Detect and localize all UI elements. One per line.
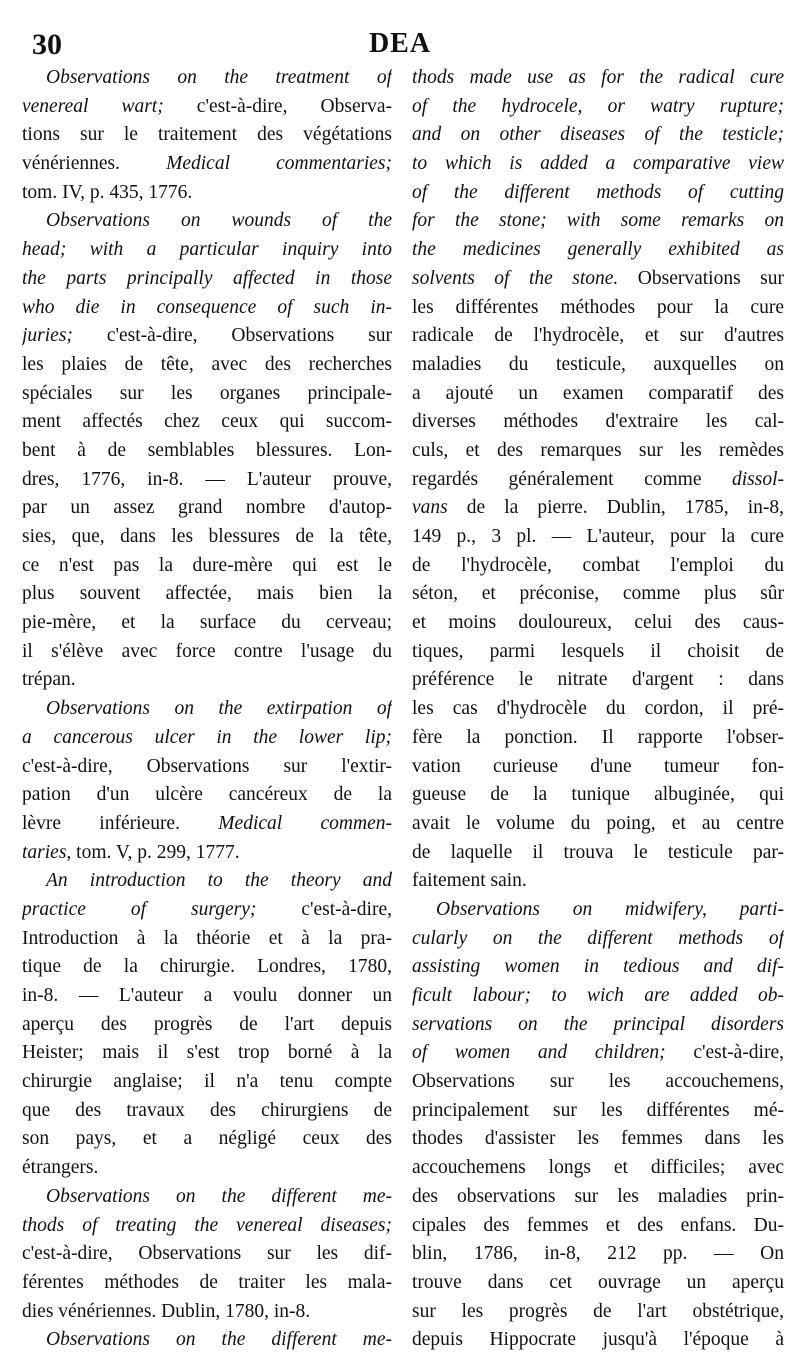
- text-line: Observations on the different me-: [46, 1185, 392, 1207]
- text-line: c'est-à-dire, Observations sur l'extir-: [22, 755, 392, 777]
- text-line: head; with a particular inquiry into: [22, 239, 392, 261]
- text-line: servations on the principal disorders: [412, 1013, 784, 1035]
- text-line: bent à de semblables blessures. Lon-: [22, 439, 392, 461]
- text-line: sur les progrès de l'art obstétrique,: [412, 1300, 784, 1322]
- text-line: the parts principally affected in those: [22, 267, 392, 289]
- text-line: les cas d'hydrocèle du cordon, il pré-: [412, 698, 784, 720]
- text-line: tom. IV, p. 435, 1776.: [22, 181, 193, 203]
- text-line: sies, que, dans les blessures de la tête,: [22, 526, 392, 547]
- text-line: Observations sur les accouchemens,: [412, 1071, 784, 1093]
- text-line: maladies du testicule, auxquelles on: [412, 353, 784, 375]
- running-head: DEA: [368, 28, 432, 59]
- text-line: of the different methods of cutting: [412, 181, 784, 203]
- text-line: of the hydrocele, or watry rupture;: [412, 95, 784, 117]
- text-line: vation curieuse d'une tumeur fon-: [412, 755, 784, 777]
- text-line: a ajouté un examen comparatif des: [412, 382, 784, 404]
- page-number: 30: [32, 28, 62, 61]
- text-line: assisting women in tedious and dif-: [412, 956, 784, 978]
- text-line: thods of treating the venereal diseases;: [22, 1214, 392, 1236]
- text-line: accouchemens longs et difficiles; avec: [412, 1157, 784, 1179]
- text-line: que des travaux des chirurgiens de: [22, 1099, 392, 1121]
- text-line: faitement sain.: [412, 870, 527, 892]
- text-line: cularly on the different methods of: [412, 927, 784, 949]
- text-line: venereal wart; c'est-à-dire, Observa-: [22, 95, 392, 117]
- text-line: Observations on the extirpation of: [46, 698, 392, 720]
- page-header: [30, 28, 770, 68]
- text-line: Heister; mais il s'est trop borné à la: [22, 1042, 392, 1064]
- text-line: cipales des femmes et des enfans. Du-: [412, 1214, 784, 1236]
- text-line: gueuse de la tunique albuginée, qui: [412, 784, 784, 806]
- text-line: Introduction à la théorie et à la pra-: [22, 927, 392, 949]
- text-line: Observations on the different me-: [46, 1329, 392, 1351]
- text-line: séton, et préconise, comme plus sûr: [412, 583, 784, 605]
- text-line: de laquelle il trouva le testicule par-: [412, 841, 784, 863]
- text-line: pie-mère, et la surface du cerveau;: [22, 612, 392, 634]
- text-line: taries, tom. V, p. 299, 1777.: [22, 841, 240, 863]
- text-line: pation d'un ulcère cancéreux de la: [22, 784, 392, 806]
- text-line: An introduction to the theory and: [46, 870, 392, 892]
- text-line: Observations on midwifery, parti-: [436, 898, 784, 920]
- text-line: tions sur le traitement des végétations: [22, 124, 392, 146]
- text-line: thodes d'assister les femmes dans les: [412, 1128, 784, 1150]
- text-line: c'est-à-dire, Observations sur les dif-: [22, 1243, 392, 1265]
- text-line: avait le volume du poing, et au centre: [412, 812, 784, 834]
- text-line: ment affectés chez ceux qui succom-: [22, 411, 392, 433]
- text-line: thods made use as for the radical cure: [412, 67, 784, 88]
- text-line: who die in consequence of such in-: [22, 296, 392, 318]
- text-line: vénériennes. Medical commentaries;: [22, 153, 392, 175]
- text-line: son pays, et a négligé ceux des: [22, 1128, 392, 1150]
- text-line: solvents of the stone. Observations sur: [412, 267, 784, 289]
- text-line: Observations on wounds of the: [46, 210, 392, 232]
- text-line: to which is added a comparative view: [412, 153, 784, 175]
- text-line: vans de la pierre. Dublin, 1785, in-8,: [412, 497, 784, 519]
- text-line: radicale de l'hydrocèle, et sur d'autres: [412, 325, 784, 347]
- text-line: les différentes méthodes pour la cure: [412, 296, 784, 318]
- text-line: par un assez grand nombre d'autop-: [22, 497, 392, 519]
- text-line: férentes méthodes de traiter les mala-: [22, 1271, 392, 1293]
- text-line: and on other diseases of the testicle;: [412, 124, 784, 146]
- text-line: dres, 1776, in-8. — L'auteur prouve,: [22, 468, 392, 490]
- text-line: trépan.: [22, 669, 76, 691]
- text-line: dies vénériennes. Dublin, 1780, in-8.: [22, 1300, 311, 1322]
- text-line: de l'hydrocèle, combat l'emploi du: [412, 554, 784, 576]
- text-line: juries; c'est-à-dire, Observations sur: [22, 325, 392, 347]
- text-line: les plaies de tête, avec des recherches: [22, 353, 392, 375]
- text-line: tiques, parmi lesquels il choisit de: [412, 640, 784, 662]
- text-line: practice of surgery; c'est-à-dire,: [22, 898, 392, 920]
- text-line: étrangers.: [22, 1157, 99, 1179]
- left-column: [22, 64, 392, 1355]
- text-line: des observations sur les maladies prin-: [412, 1185, 784, 1207]
- text-line: diverses méthodes d'extraire les cal-: [412, 411, 784, 433]
- text-line: a cancerous ulcer in the lower lip;: [22, 726, 392, 748]
- text-line: aperçu des progrès de l'art depuis: [22, 1013, 392, 1035]
- text-line: culs, et des remarques sur les remèdes: [412, 439, 784, 461]
- text-line: préférence le nitrate d'argent : dans: [412, 669, 784, 691]
- text-line: il s'élève avec force contre l'usage du: [22, 640, 392, 662]
- text-line: 149 p., 3 pl. — L'auteur, pour la cure: [412, 526, 784, 547]
- text-line: tique de la chirurgie. Londres, 1780,: [22, 956, 392, 978]
- text-line: the medicines generally exhibited as: [412, 239, 784, 261]
- text-line: ficult labour; to wich are added ob-: [412, 985, 784, 1006]
- text-line: plus souvent affectée, mais bien la: [22, 583, 392, 605]
- text-line: principalement sur les différentes mé-: [412, 1099, 784, 1121]
- text-line: regardés généralement comme dissol-: [412, 468, 784, 490]
- text-line: chirurgie anglaise; il n'a tenu compte: [22, 1071, 392, 1093]
- text-line: depuis Hippocrate jusqu'à l'époque à: [412, 1329, 784, 1351]
- text-line: trouve dans cet ouvrage un aperçu: [412, 1271, 784, 1293]
- text-line: Observations on the treatment of: [46, 67, 392, 88]
- text-line: blin, 1786, in-8, 212 pp. — On: [412, 1243, 784, 1265]
- text-line: lèvre inférieure. Medical commen-: [22, 812, 392, 834]
- text-line: spéciales sur les organes principale-: [22, 382, 392, 404]
- text-line: for the stone; with some remarks on: [412, 210, 784, 232]
- text-line: in-8. — L'auteur a voulu donner un: [22, 985, 392, 1006]
- text-line: fère la ponction. Il rapporte l'obser-: [412, 726, 784, 748]
- text-line: of women and children; c'est-à-dire,: [412, 1042, 784, 1064]
- text-line: et moins douloureux, celui des caus-: [412, 612, 784, 634]
- right-column: [412, 64, 784, 1355]
- text-line: ce n'est pas la dure-mère qui est le: [22, 554, 392, 576]
